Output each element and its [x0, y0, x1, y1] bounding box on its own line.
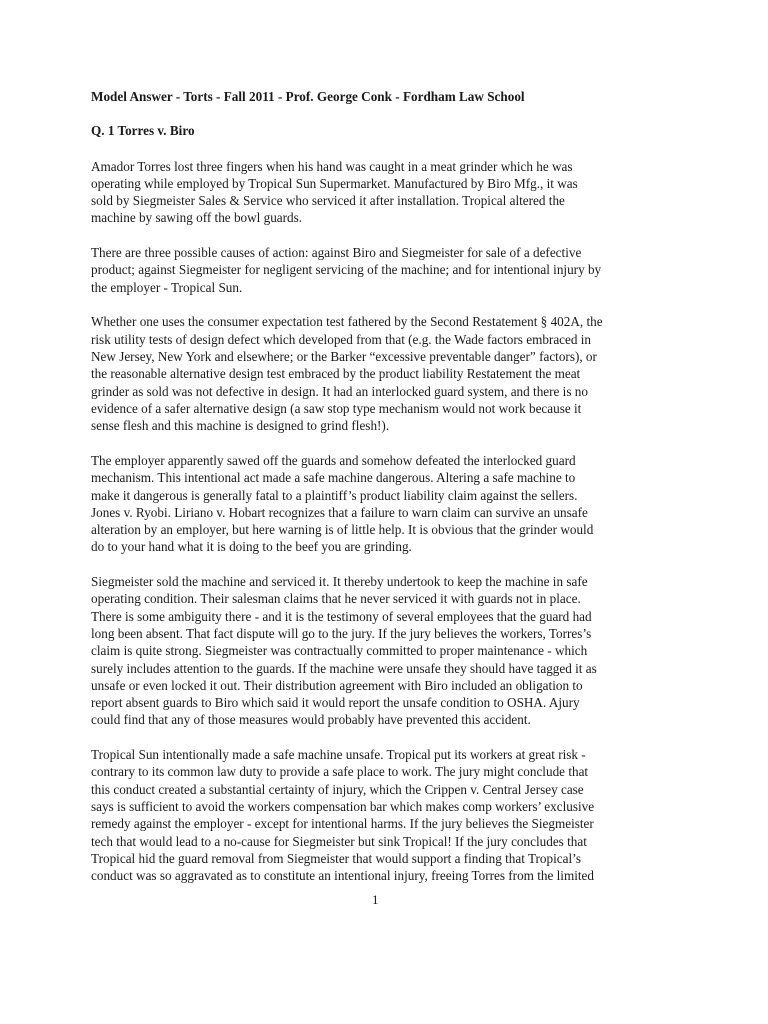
text-line: conduct was so aggravated as to constitute an intentional injury, freeing Torres from the limited	[91, 868, 594, 884]
text-line: claim is quite strong. Siegmeister was contractually committed to proper maintenance - which	[91, 643, 588, 659]
text-line: mechanism. This intentional act made a safe machine dangerous. Altering a safe machine to	[91, 470, 576, 486]
text-line: The employer apparently sawed off the guards and somehow defeated the interlocked guard	[91, 452, 576, 468]
text-line: operating condition. Their salesman claims that he never serviced it with guards not in place.	[91, 591, 581, 607]
text-line: There is some ambiguity there - and it is the testimony of several employees that the guard had	[91, 608, 592, 624]
text-line: says is sufficient to avoid the workers compensation bar which makes comp workers’ exclusive	[91, 799, 595, 815]
text-line: the reasonable alternative design test embraced by the product liability Restatement the meat	[91, 366, 581, 382]
paragraph	[91, 746, 691, 884]
text-line: machine by sawing off the bowl guards.	[91, 210, 303, 226]
text-line: Siegmeister sold the machine and serviced it. It thereby undertook to keep the machine in safe	[91, 574, 588, 590]
text-line: risk utility tests of design defect which developed from that (e.g. the Wade factors embraced in	[91, 331, 592, 347]
text-line: contrary to its common law duty to provide a safe place to work. The jury might conclude that	[91, 764, 589, 780]
text-line: Tropical Sun intentionally made a safe machine unsafe. Tropical put its workers at great risk -	[91, 747, 586, 763]
text-line: long been absent. That fact dispute will go to the jury. If the jury believes the workers, Torres’s	[91, 625, 592, 641]
text-line: There are three possible causes of action: against Biro and Siegmeister for sale of a defective	[91, 245, 582, 261]
text-line: sense flesh and this machine is designed to grind flesh!).	[91, 418, 390, 434]
text-line: Jones v. Ryobi. Liriano v. Hobart recognizes that a failure to warn claim can survive an unsafe	[91, 504, 588, 520]
text-line: unsafe or even locked it out. Their distribution agreement with Biro included an obligation to	[91, 677, 583, 693]
text-line: remedy against the employer - except for intentional harms. If the jury believes the Siegmeister	[91, 816, 594, 832]
text-line: report absent guards to Biro which said it would report the unsafe condition to OSHA. Ajury	[91, 695, 580, 711]
text-line: grinder as sold was not defective in design. It had an interlocked guard system, and there is no	[91, 383, 588, 399]
document-body	[91, 158, 691, 885]
text-line: make it dangerous is generally fatal to a plaintiff’s product liability claim against the sellers.	[91, 487, 578, 503]
paragraph	[91, 573, 691, 729]
document-title: Model Answer - Torts - Fall 2011 - Prof. George Conk - Fordham Law School	[91, 89, 525, 104]
paragraph	[91, 313, 691, 434]
text-line: surely includes attention to the guards. If the machine were unsafe they should have tagged it as	[91, 660, 597, 676]
text-line: New Jersey, New York and elsewhere; or the Barker “excessive preventable danger” factors), or	[91, 349, 597, 365]
paragraph	[91, 244, 691, 296]
text-line: sold by Siegmeister Sales & Service who serviced it after installation. Tropical altered the	[91, 193, 565, 209]
text-line: Amador Torres lost three fingers when his hand was caught in a meat grinder which he was	[91, 158, 573, 174]
text-line: could find that any of those measures would probably have prevented this accident.	[91, 712, 531, 728]
document-page	[91, 88, 691, 902]
text-line: Whether one uses the consumer expectation test fathered by the Second Restatement § 402A, the	[91, 314, 603, 330]
text-line: the employer - Tropical Sun.	[91, 279, 243, 295]
text-line: alteration by an employer, but here warning is of little help. It is obvious that the grinder would	[91, 522, 594, 538]
text-line: Tropical hid the guard removal from Siegmeister that would support a finding that Tropical’s	[91, 850, 581, 866]
text-line: operating while employed by Tropical Sun Supermarket. Manufactured by Biro Mfg., it was	[91, 175, 578, 191]
text-line: do to your hand what it is doing to the beef you are grinding.	[91, 539, 412, 555]
text-line: this conduct created a substantial certainty of injury, which the Crippen v. Central Jersey case	[91, 781, 584, 797]
paragraph	[91, 452, 691, 556]
text-line: evidence of a safer alternative design (a saw stop type mechanism would not work because it	[91, 400, 582, 416]
page-number: 1	[372, 892, 379, 907]
text-line: tech that would lead to a no-cause for Siegmeister but sink Tropical! If the jury concludes that	[91, 833, 587, 849]
text-line: product; against Siegmeister for negligent servicing of the machine; and for intentional injury by	[91, 262, 602, 278]
question-heading: Q. 1 Torres v. Biro	[91, 123, 195, 139]
paragraph	[91, 158, 691, 227]
